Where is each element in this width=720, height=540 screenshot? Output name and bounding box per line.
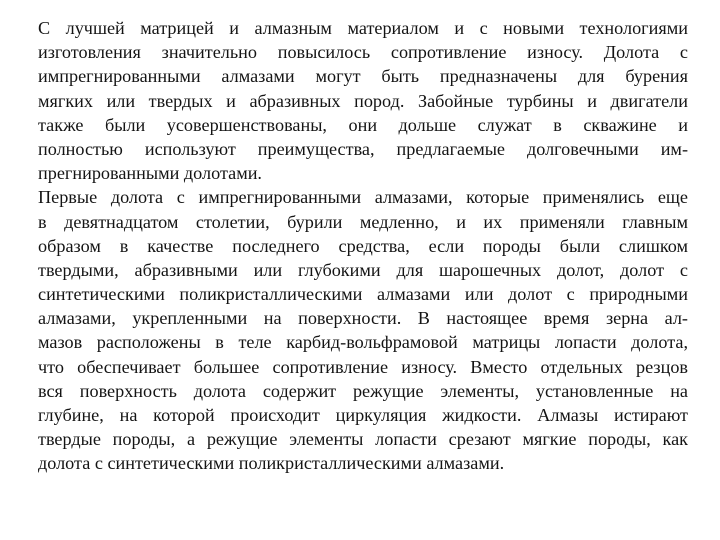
- text-line: что обеспечивает большее сопротивление износу. Вместо отдельных резцов: [38, 356, 688, 377]
- text-line: изготовления значительно повысилось сопротивление износу. Долота с: [38, 42, 688, 63]
- text-line: вся поверхность долота содержит режущие элементы, установленные на: [38, 380, 688, 401]
- body-text: [38, 16, 688, 476]
- text-line: прегнированными долотами.: [38, 163, 262, 184]
- text-line: Первые долота с импрегнированными алмазами, которые применялись еще: [38, 187, 688, 208]
- text-line: твердыми, абразивными или глубокими для шарошечных долот, долот с: [38, 259, 688, 280]
- text-line: долота с синтетическими поликристаллическими алмазами.: [38, 453, 505, 474]
- text-line: в девятнадцатом столетии, бурили медленно, и их применяли главным: [38, 211, 688, 232]
- text-line: образом в качестве последнего средства, если породы были слишком: [38, 235, 688, 256]
- text-line: мазов расположены в теле карбид-вольфрамовой матрицы лопасти долота,: [38, 332, 688, 353]
- text-line: синтетическими поликристаллическими алмазами или долот с природными: [38, 284, 688, 305]
- text-line: С лучшей матрицей и алмазным материалом и с новыми технологиями: [38, 18, 688, 38]
- text-line: полностью используют преимущества, предлагаемые долговечными им-: [38, 138, 688, 159]
- text-line: твердые породы, а режущие элементы лопасти срезают мягкие породы, как: [38, 429, 688, 450]
- text-line: также были усовершенствованы, они дольше служат в скважине и: [38, 114, 688, 135]
- text-line: алмазами, укрепленными на поверхности. В настоящее время зерна ал-: [38, 308, 688, 329]
- text-line: импрегнированными алмазами могут быть предназначены для бурения: [38, 66, 688, 87]
- text-line: мягких или твердых и абразивных пород. Забойные турбины и двигатели: [38, 90, 688, 111]
- text-line: глубине, на которой происходит циркуляция жидкости. Алмазы истирают: [38, 405, 688, 425]
